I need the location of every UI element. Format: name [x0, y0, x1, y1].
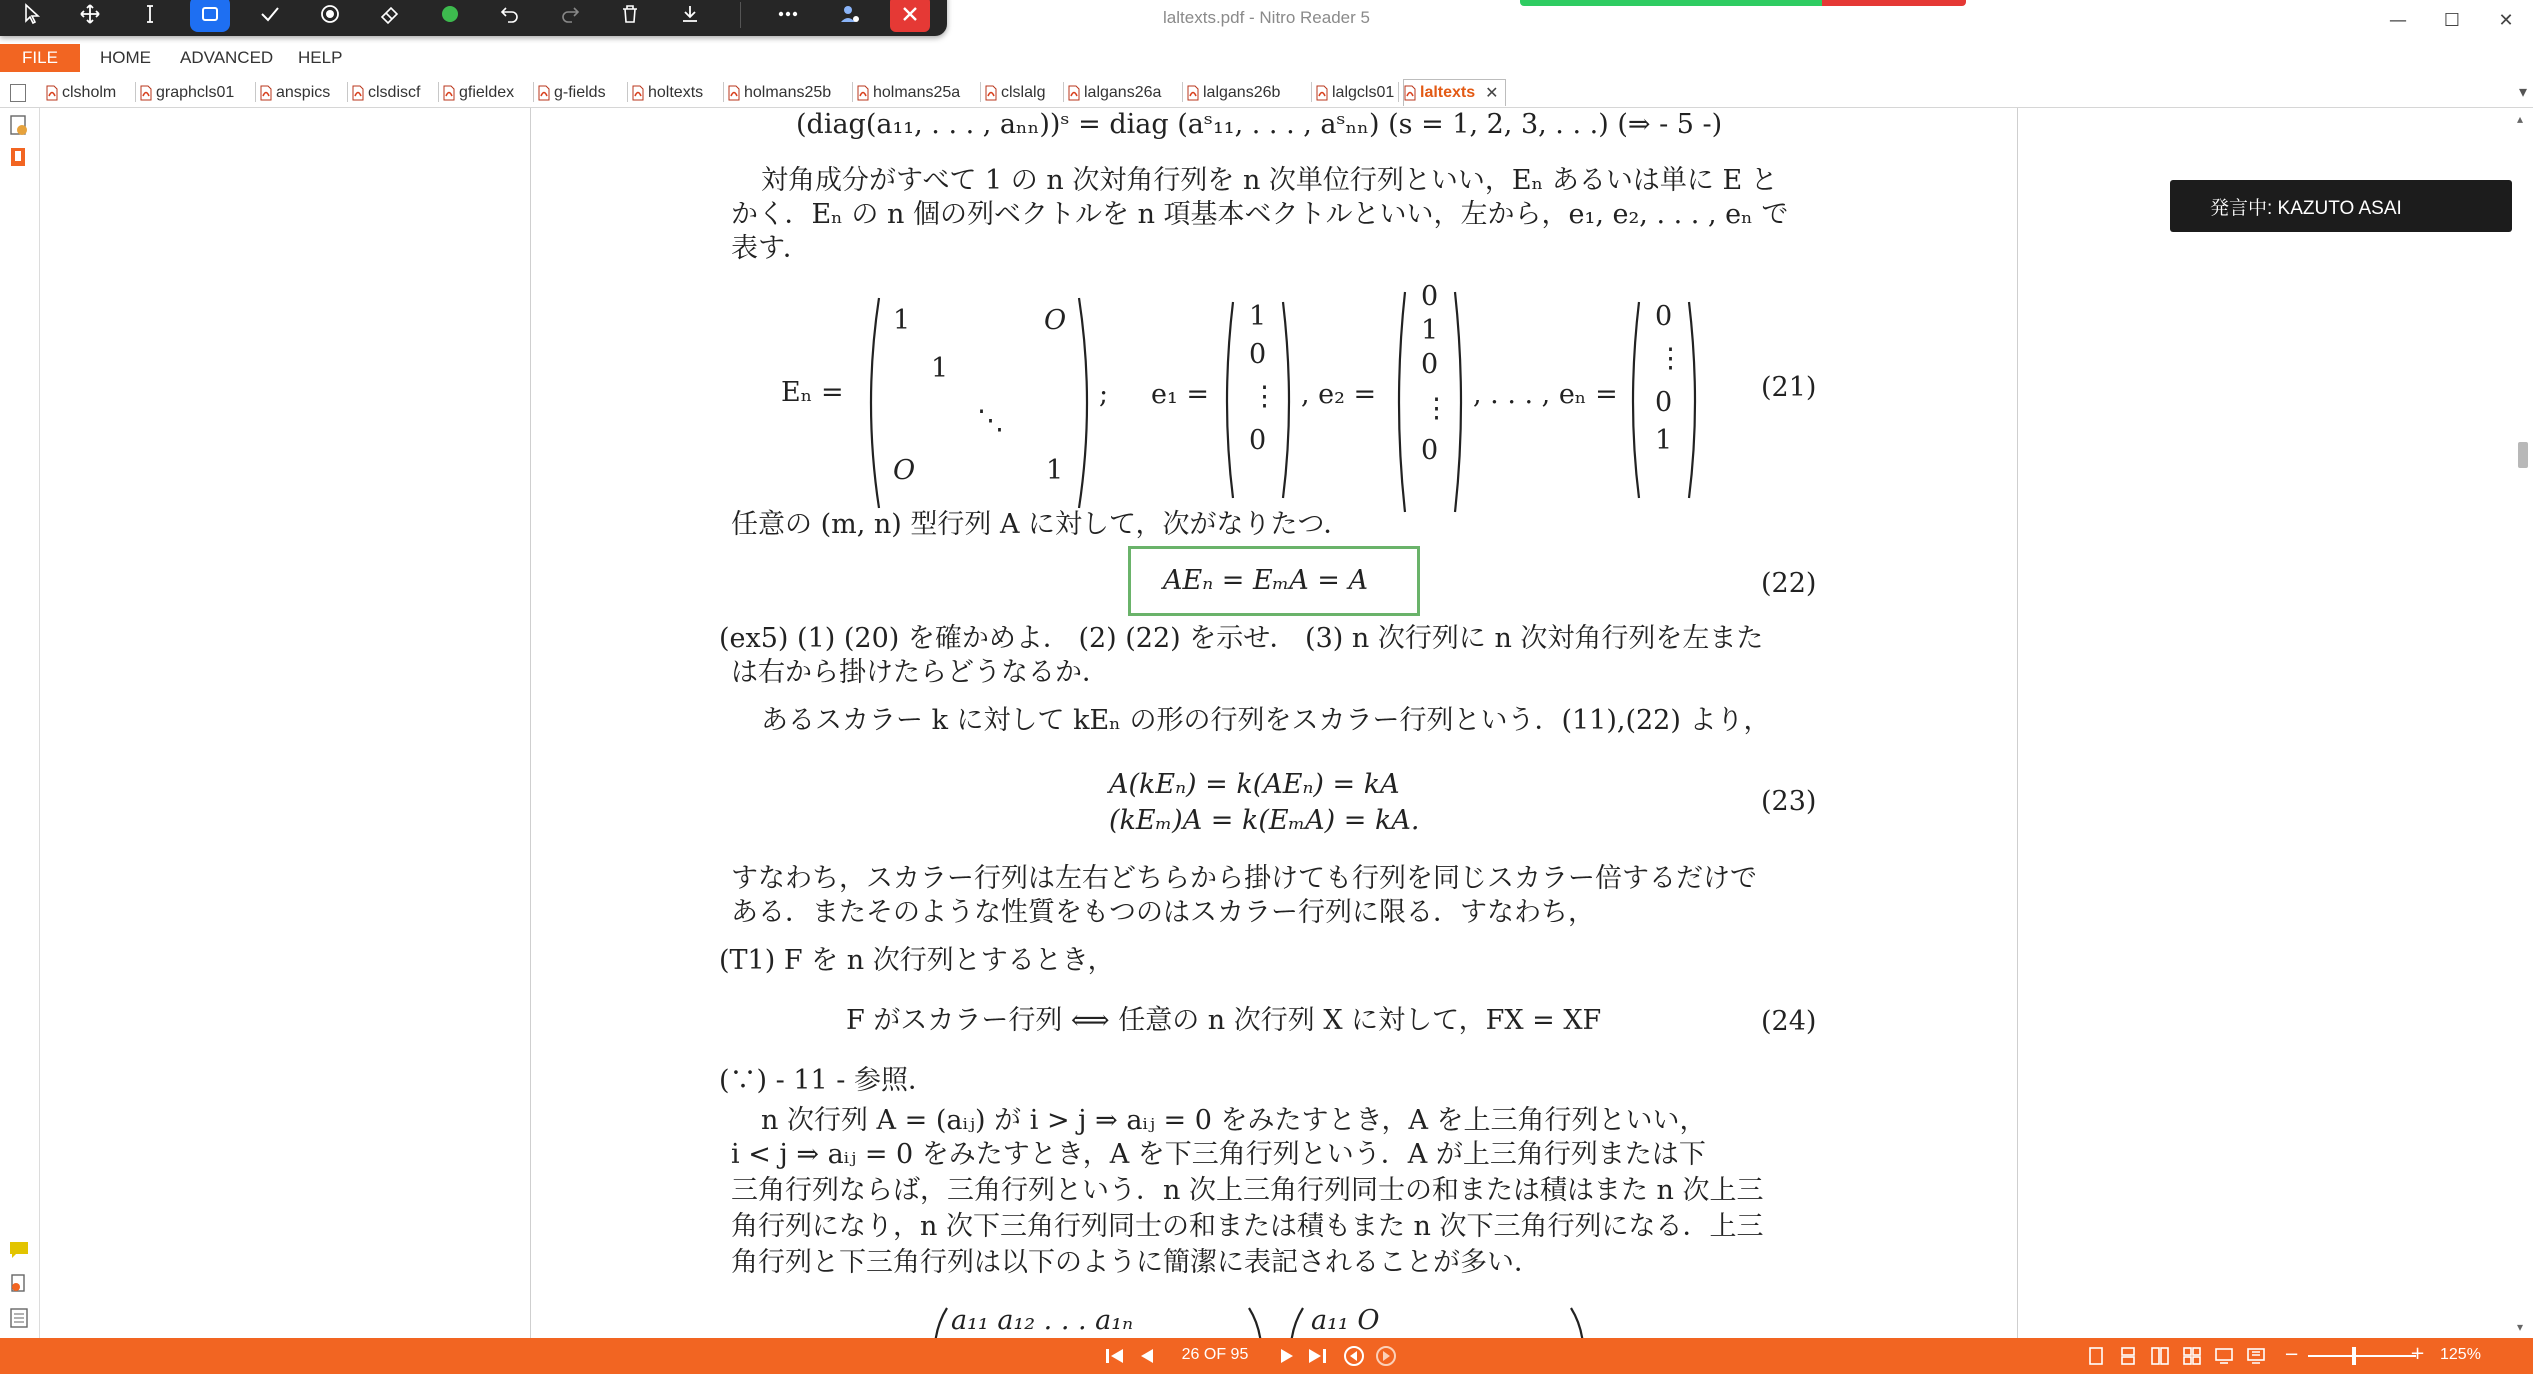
continuous-view-button[interactable]: [2114, 1344, 2142, 1368]
facing-pages-icon: [2150, 1346, 2170, 1366]
maximize-button[interactable]: ☐: [2443, 9, 2461, 31]
en-entry-n-1: 0: [1655, 387, 1673, 418]
single-page-icon: [2087, 1346, 2105, 1366]
move-icon: [78, 2, 102, 26]
document-tab-label: lalgans26b: [1203, 83, 1281, 101]
partial-matrix-brackets: [931, 1304, 1771, 1338]
pdf-file-icon: [140, 85, 152, 101]
pdf-file-icon: [260, 85, 272, 101]
scrollbar-thumb[interactable]: [2518, 442, 2528, 468]
eraser-icon: [378, 2, 402, 26]
last-page-icon: [1305, 1346, 1329, 1366]
facing-continuous-view-button[interactable]: [2178, 1344, 2206, 1368]
e1-entry-1: 1: [1249, 301, 1267, 332]
document-tab-holmans25b[interactable]: [728, 79, 831, 106]
para-triangular-line3: 三角行列ならば，三角行列という．n 次上三角行列同士の和または積はまた n 次上三: [731, 1175, 1764, 1206]
formula-diag-power: (diag(a₁₁, . . . , aₙₙ))ˢ = diag (aˢ₁₁, . . . , aˢₙₙ) (s = 1, 2, 3, . . .) (⇒ - 5 -): [796, 109, 1723, 140]
pdf-file-icon: [857, 85, 869, 101]
first-page-icon: [1103, 1346, 1127, 1366]
annotation-toolbar: [0, 0, 947, 36]
En-entry-O-top: O: [1044, 305, 1067, 336]
document-tab-label: anspics: [276, 83, 331, 101]
equation-number-23: (23): [1761, 786, 1817, 817]
next-page-button[interactable]: [1272, 1344, 1302, 1368]
text-select-tool[interactable]: [130, 0, 170, 32]
stamp-icon: [318, 2, 342, 26]
en-entry-1: 0: [1655, 301, 1673, 332]
equation-23-line1: A(kEₙ) = k(AEₙ) = kA: [1109, 769, 1400, 800]
select-arrow-tool[interactable]: [12, 0, 52, 32]
pdf-file-icon: [985, 85, 997, 101]
para-unit-matrix-line2: かく．Eₙ の n 個の列ベクトルを n 項基本ベクトルといい，左から，e₁, e₂, . . . , eₙ で: [731, 199, 1789, 230]
pdf-file-icon: [46, 85, 58, 101]
first-page-button[interactable]: [1100, 1344, 1130, 1368]
trash-icon: [618, 2, 642, 26]
document-tab-g-fields[interactable]: [538, 79, 606, 106]
exercise-5-line1: (ex5) (1) (20) を確かめよ． (2) (22) を示せ． (3) n 次行列に n 次対角行列を左また: [719, 623, 1764, 654]
last-page-button[interactable]: [1302, 1344, 1332, 1368]
para-triangular-line2: i < j ⇒ aᵢⱼ = 0 をみたすとき，A を下三角行列という．A が上三角行列または下: [731, 1139, 1706, 1170]
tab-separator: [852, 82, 853, 102]
go-forward-view-button[interactable]: [1372, 1344, 1400, 1368]
pdf-file-icon: [1404, 85, 1416, 101]
window-title: laltexts.pdf - Nitro Reader 5: [1163, 8, 1370, 27]
menu-file[interactable]: FILE: [0, 44, 80, 72]
rectangle-tool[interactable]: [190, 0, 230, 32]
pan-tool[interactable]: [70, 0, 110, 32]
tab-separator: [135, 82, 136, 102]
document-tab-label: holmans25b: [744, 83, 832, 101]
zoom-slider-thumb[interactable]: [2352, 1347, 2356, 1365]
tab-overflow-chevron-icon[interactable]: ▾: [2518, 82, 2527, 101]
next-page-icon: [1275, 1346, 1299, 1366]
document-tab-bar: [0, 76, 2533, 108]
go-back-view-button[interactable]: [1340, 1344, 1368, 1368]
para-identity-property: 任意の (m, n) 型行列 A に対して，次がなりたつ．: [731, 509, 1351, 540]
en-entry-vdots: ⋮: [1657, 343, 1684, 374]
eraser-tool[interactable]: [370, 0, 410, 32]
status-bar: [0, 1338, 2533, 1374]
document-tab-label: gfieldex: [459, 83, 515, 101]
e2-entry-1: 0: [1421, 281, 1439, 312]
pdf-file-icon: [1187, 85, 1199, 101]
document-tab-holmans25a[interactable]: [857, 79, 960, 106]
toolbar-divider: [740, 2, 741, 28]
ribbon-menu: [0, 44, 2533, 72]
delete-button[interactable]: [610, 0, 650, 32]
stamp-tool[interactable]: [310, 0, 350, 32]
theorem-T1: (T1) F を n 次行列とするとき，: [719, 945, 1115, 976]
previous-page-icon: [1135, 1346, 1159, 1366]
document-tab-lalgans26b[interactable]: [1187, 79, 1280, 106]
document-tab-label: clslalg: [1001, 83, 1046, 101]
para-scalar-property-line1: すなわち，スカラー行列は左右どちらから掛けても行列を同じスカラー倍するだけで: [731, 863, 1757, 894]
En-label: Eₙ =: [781, 377, 844, 408]
En-entry-ddots: ⋱: [977, 405, 1004, 436]
zoom-in-button[interactable]: +: [2410, 1343, 2426, 1364]
zoom-out-button[interactable]: −: [2284, 1344, 2300, 1365]
zoom-level[interactable]: 125%: [2440, 1346, 2481, 1363]
user-gear-icon: [838, 2, 862, 26]
zoom-slider-track[interactable]: [2308, 1355, 2416, 1357]
close-window-button[interactable]: ✕: [2498, 9, 2514, 31]
more-dots-icon: [776, 2, 800, 26]
continuous-page-icon: [2119, 1346, 2137, 1366]
document-tab-anspics[interactable]: [260, 79, 330, 106]
undo-icon: [498, 2, 522, 26]
e1-label: e₁ =: [1151, 379, 1210, 410]
document-tab-gfieldex[interactable]: [443, 79, 514, 106]
document-tab-label: clsholm: [62, 83, 117, 101]
document-tab-label: laltexts: [1420, 84, 1476, 101]
tab-separator: [980, 82, 981, 102]
minimize-button[interactable]: —: [2389, 9, 2407, 31]
para-triangular-line5: 角行列と下三角行列は以下のように簡潔に表記されることが多い．: [731, 1247, 1541, 1278]
redo-icon: [558, 2, 582, 26]
vertical-scrollbar[interactable]: [2513, 108, 2533, 1338]
pdf-page: [530, 108, 2018, 1338]
En-entry-11: 1: [893, 305, 911, 336]
arrow-cursor-icon: [20, 2, 44, 26]
reference-note: (∵) - 11 - 参照．: [719, 1065, 935, 1096]
equation-24: F がスカラー行列 ⟺ 任意の n 次行列 X に対して，FX = XF: [846, 1005, 1602, 1036]
more-options-button[interactable]: [768, 0, 808, 32]
menu-home[interactable]: HOME: [100, 48, 151, 67]
pdf-file-icon: [352, 85, 364, 101]
pages-panel-icon[interactable]: [8, 1272, 30, 1298]
e2-label: , e₂ =: [1301, 379, 1377, 410]
tab-separator: [1398, 82, 1399, 102]
rectangle-icon: [198, 2, 222, 26]
equation-number-24: (24): [1761, 1006, 1817, 1037]
equation-21-matrices: [781, 281, 1781, 518]
redo-button[interactable]: [550, 0, 590, 32]
e1-entry-n: 0: [1249, 425, 1267, 456]
e2-entry-vdots: ⋮: [1423, 393, 1450, 424]
e1-entry-vdots: ⋮: [1251, 381, 1278, 412]
fit-page-icon: [2246, 1346, 2266, 1366]
tab-separator: [723, 82, 724, 102]
page-number-indicator[interactable]: 26 OF 95: [1181, 1346, 1249, 1363]
progress-indicator-red: [1822, 0, 1966, 6]
sidebar-toggle-icon[interactable]: [10, 84, 26, 102]
para-triangular-line4: 角行列になり，n 次下三角行列同士の和または積もまた n 次下三角行列になる．上三: [731, 1211, 1764, 1242]
tab-separator: [1311, 82, 1312, 102]
document-tab-label: holmans25a: [873, 83, 961, 101]
download-icon: [678, 2, 702, 26]
outline-panel-icon[interactable]: [8, 1306, 30, 1332]
left-panel-rail: [0, 108, 40, 1338]
pdf-file-icon: [1068, 85, 1080, 101]
para-unit-matrix-line1: 対角成分がすべて 1 の n 次対角行列を n 次単位行列といい，Eₙ あるいは単に E と: [761, 165, 1778, 196]
attachments-panel-icon[interactable]: [8, 114, 30, 140]
facing-view-button[interactable]: [2146, 1344, 2174, 1368]
scroll-down-arrow-icon[interactable]: ▾: [2517, 1320, 2524, 1334]
upper-triangular-matrix-partial: a₁₁ a₁₂ . . . a₁ₙ: [951, 1305, 1134, 1336]
pdf-file-icon: [632, 85, 644, 101]
En-entry-nn: 1: [1046, 455, 1064, 486]
save-download-button[interactable]: [670, 0, 710, 32]
close-toolbar-button[interactable]: [890, 0, 930, 32]
tab-separator: [1182, 82, 1183, 102]
document-tab-label: clsdiscf: [368, 83, 421, 101]
menu-advanced[interactable]: ADVANCED: [180, 48, 274, 67]
document-tab-lalgans26a[interactable]: [1068, 79, 1161, 106]
grid-pages-icon: [2182, 1346, 2202, 1366]
document-tab-label: lalgans26a: [1084, 83, 1162, 101]
close-icon: [898, 2, 922, 26]
equation-23-line2: (kEₘ)A = k(EₘA) = kA.: [1109, 805, 1420, 836]
comments-panel-icon[interactable]: [8, 1238, 30, 1264]
tab-separator: [627, 82, 628, 102]
tab-separator: [255, 82, 256, 102]
speaking-indicator-popup: 発言中: KAZUTO ASAI: [2170, 180, 2512, 232]
fit-width-icon: [2214, 1346, 2234, 1366]
document-tab-graphcls01[interactable]: [140, 79, 234, 106]
document-tab-label: lalgcls01: [1332, 83, 1395, 101]
tab-separator: [533, 82, 534, 102]
e1-entry-2: 0: [1249, 339, 1267, 370]
e2-entry-2: 1: [1421, 315, 1439, 346]
scroll-up-arrow-icon[interactable]: ▴: [2517, 112, 2524, 126]
document-tab-clsdiscf[interactable]: [352, 79, 420, 106]
equation-number-22: (22): [1761, 568, 1817, 599]
e2-entry-n: 0: [1421, 435, 1439, 466]
document-tab-label: g-fields: [554, 83, 606, 101]
previous-page-button[interactable]: [1132, 1344, 1162, 1368]
fit-page-button[interactable]: [2242, 1344, 2270, 1368]
user-settings-button[interactable]: [830, 0, 870, 32]
En-entry-O-bottom: O: [893, 455, 916, 486]
para-scalar-property-line2: ある．またそのような性質をもつのはスカラー行列に限る．すなわち，: [731, 897, 1595, 928]
para-triangular-line1: n 次行列 A = (aᵢⱼ) が i > j ⇒ aᵢⱼ = 0 をみたすとき，A を上三角行列といい，: [761, 1105, 1707, 1136]
check-icon: [258, 2, 282, 26]
equation-number-21: (21): [1761, 372, 1817, 403]
en-label: , . . . , eₙ =: [1473, 379, 1618, 410]
pdf-file-icon: [443, 85, 455, 101]
fit-width-button[interactable]: [2210, 1344, 2238, 1368]
document-tab-lalgcls01[interactable]: [1316, 79, 1394, 106]
color-picker[interactable]: [430, 0, 470, 32]
tab-separator: [1063, 82, 1064, 102]
green-color-dot-icon: [438, 2, 462, 26]
document-tab-laltexts[interactable]: [1403, 79, 1506, 106]
document-tab-clslalg[interactable]: [985, 79, 1045, 106]
En-entry-22: 1: [931, 353, 949, 384]
para-scalar-matrix: あるスカラー k に対して kEₙ の形の行列をスカラー行列という．(11),(22) より，: [761, 705, 1771, 736]
tab-separator: [347, 82, 348, 102]
lower-triangular-matrix-partial: a₁₁ O: [1311, 1305, 1380, 1336]
back-circle-icon: [1343, 1345, 1365, 1367]
forward-circle-icon: [1375, 1345, 1397, 1367]
single-page-view-button[interactable]: [2082, 1344, 2110, 1368]
en-entry-n: 1: [1655, 425, 1673, 456]
para-unit-matrix-line3: 表す．: [731, 233, 810, 264]
close-tab-icon[interactable]: ✕: [1485, 85, 1499, 102]
progress-indicator-green: [1520, 0, 1822, 6]
tab-separator: [438, 82, 439, 102]
e2-entry-3: 0: [1421, 349, 1439, 380]
equation-22: AEₙ = EₘA = A: [1163, 565, 1368, 596]
checkmark-tool[interactable]: [250, 0, 290, 32]
document-tab-holtexts[interactable]: [632, 79, 703, 106]
text-cursor-icon: [138, 2, 162, 26]
undo-button[interactable]: [490, 0, 530, 32]
pdf-file-icon: [728, 85, 740, 101]
document-tab-label: holtexts: [648, 83, 704, 101]
document-tab-clsholm[interactable]: [46, 79, 116, 106]
pdf-file-icon: [1316, 85, 1328, 101]
semicolon: ;: [1099, 379, 1109, 410]
exercise-5-line2: は右から掛けたらどうなるか．: [731, 657, 1109, 688]
document-tab-label: graphcls01: [156, 83, 235, 101]
pdf-file-icon: [538, 85, 550, 101]
bookmarks-panel-icon[interactable]: [8, 146, 30, 172]
menu-help[interactable]: HELP: [298, 48, 343, 67]
